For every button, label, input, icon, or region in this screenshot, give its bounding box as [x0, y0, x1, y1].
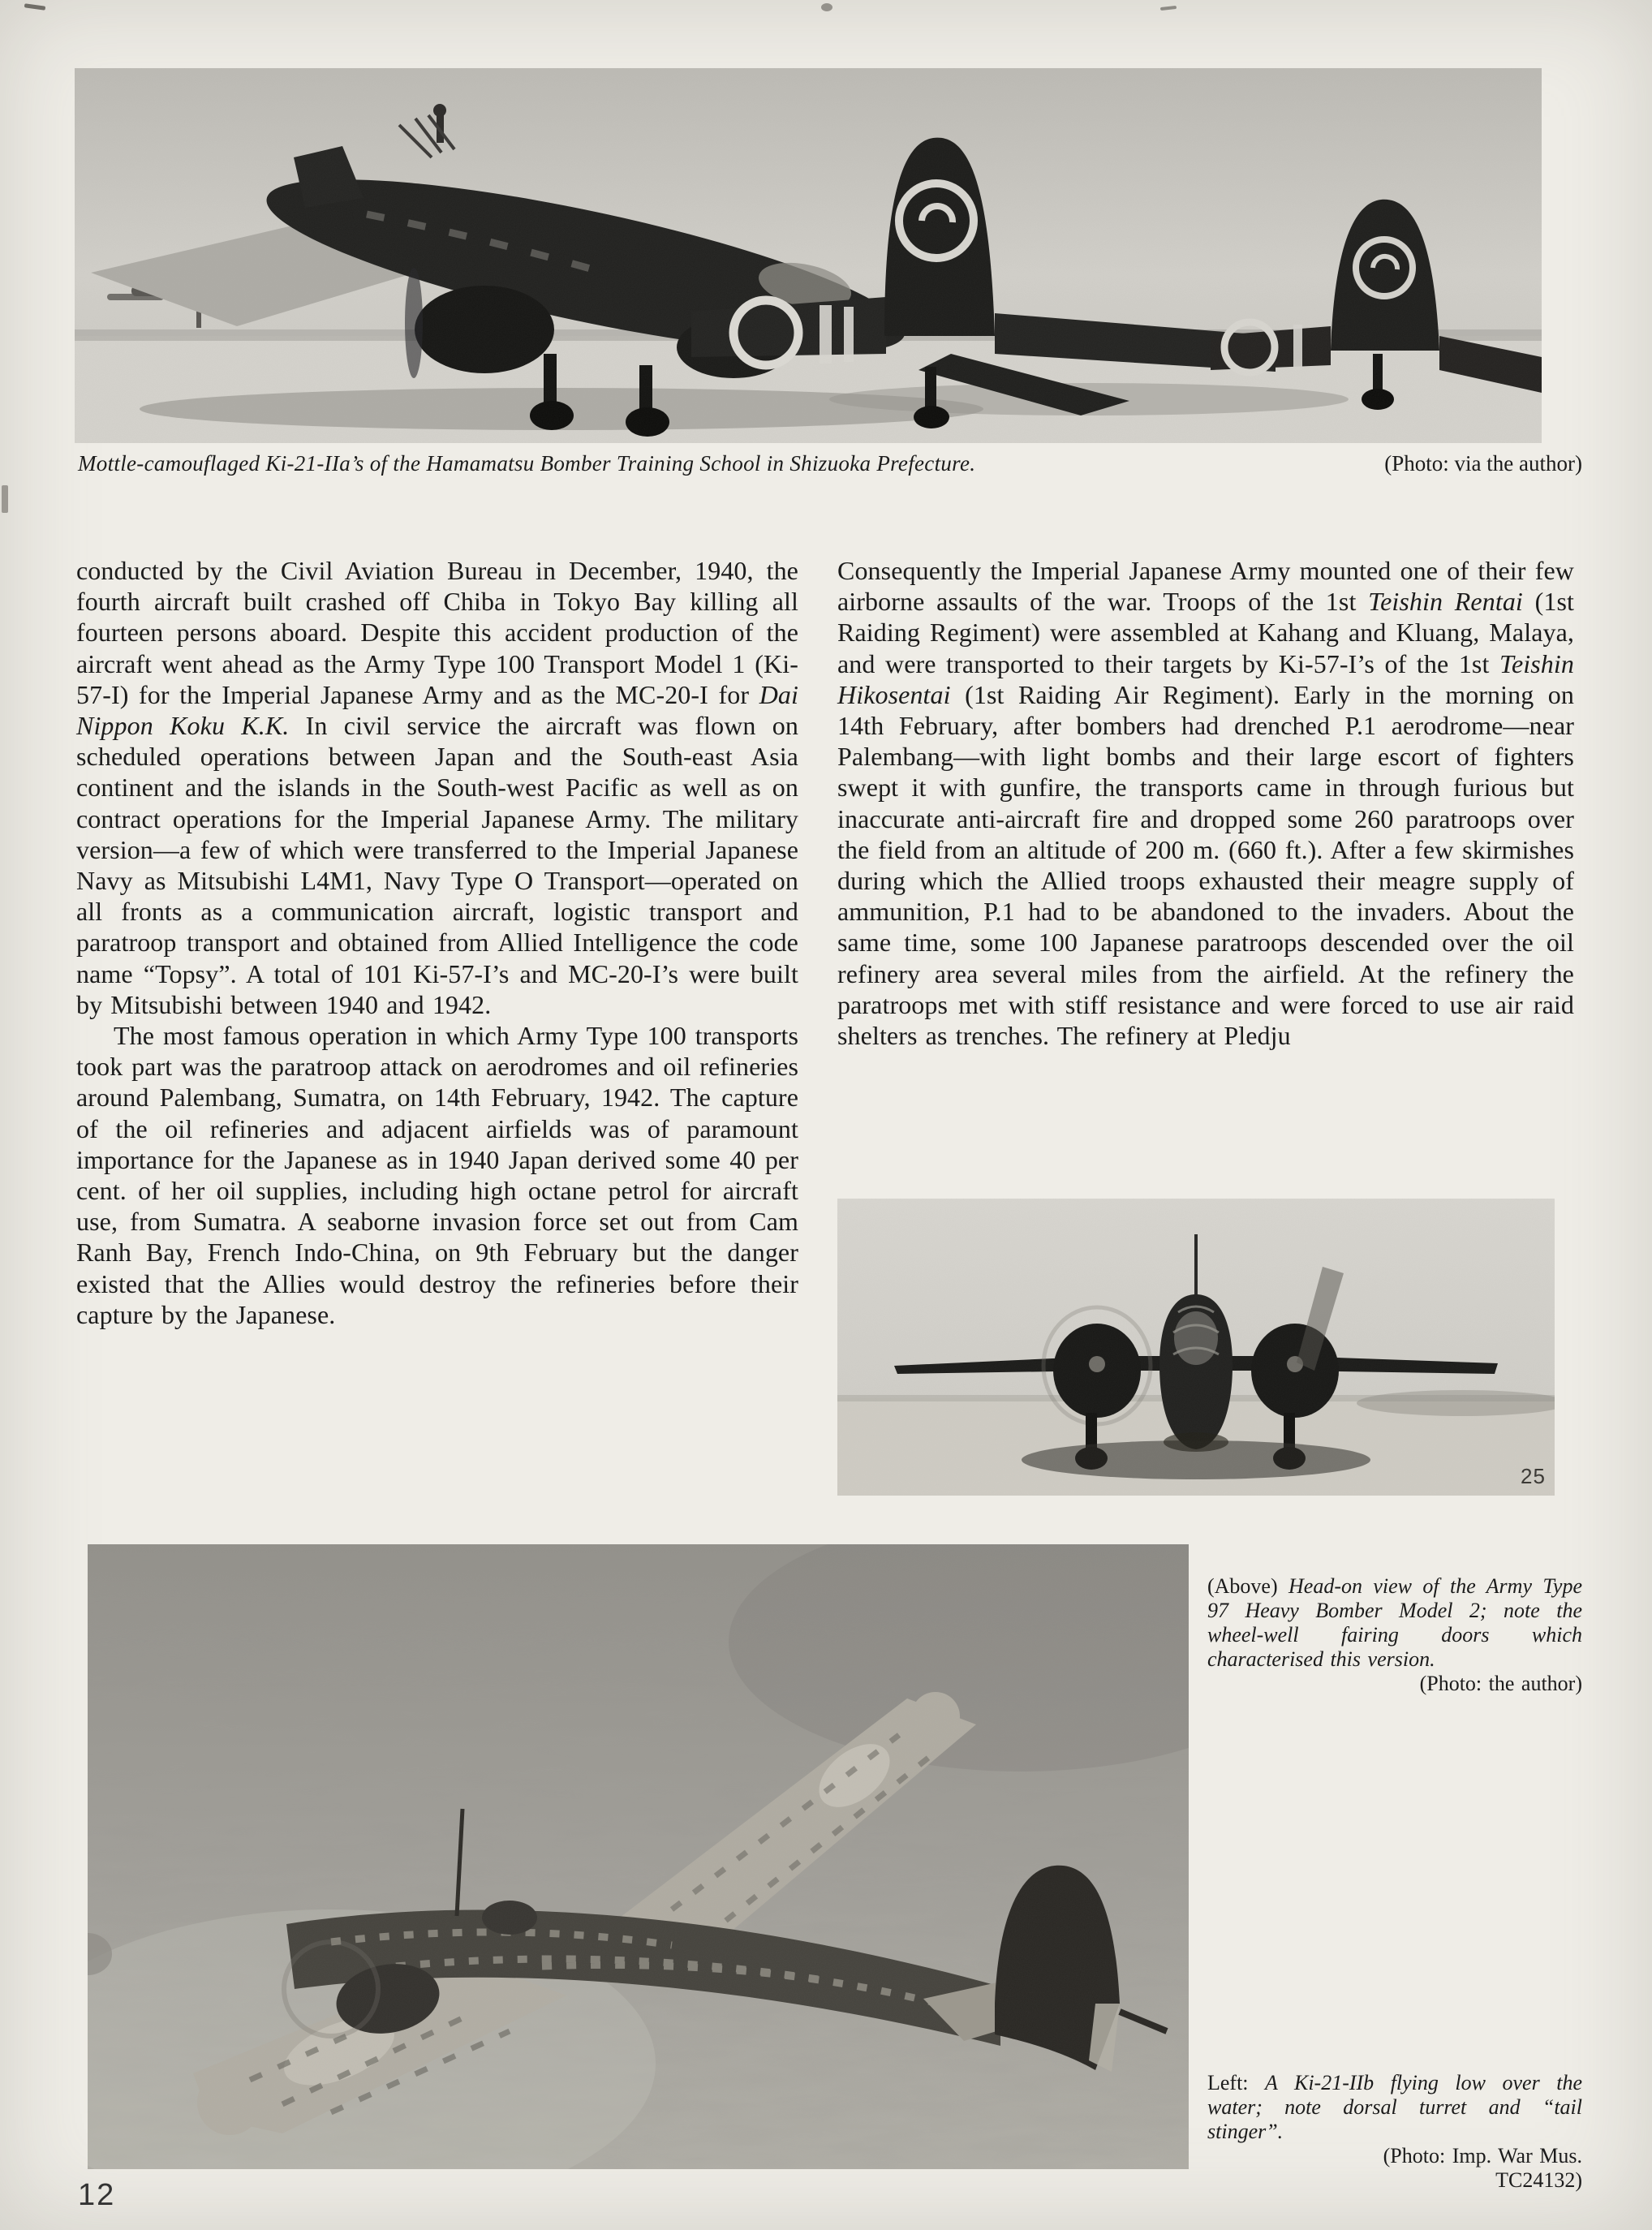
bottom-photo-credit-line1: (Photo: Imp. War Mus. — [1383, 2144, 1582, 2168]
scan-artifact — [2, 485, 8, 513]
middle-photo-head-on-bomber — [837, 1199, 1555, 1496]
scan-artifact — [24, 3, 45, 11]
caption-prefix: (Above) — [1207, 1574, 1289, 1598]
article-left-column — [76, 555, 798, 1330]
scan-artifact — [821, 3, 832, 11]
caption-prefix: Left: — [1207, 2071, 1266, 2094]
paragraph: Consequently the Imperial Japanese Army mounted one of their few airborne assaults of the war. Troops of the 1st Teishin Rentai (1st Raiding Regiment) were assembled at Kahang and Kluang, Malaya, and were transported to their targets by Ki-57-I’s of the 1st Teishin Hikosentai (1st Raiding Air Regiment). Early in the morning on 14th February, after bombers had drenched P.1 aerodrome—near Palembang—with light bombs and their large escort of fighters swept it with gunfire, the transports came in through furious but inaccurate anti-aircraft fire and dropped some 260 paratroops over the field from an altitude of 200 m. (660 ft.). After a few skirmishes during which the Allied troops exhausted their meagre supply of ammunition, P.1 had to be abandoned to the invaders. About the same time, some 100 Japanese paratroops descended over the oil refinery area several miles from the airfield. At the refinery the paratroops met with stiff resistance and were forced to use air raid shelters as trenches. The refinery at Pledju — [837, 556, 1574, 1051]
middle-photo-caption — [1207, 1574, 1582, 1696]
scan-artifact — [1160, 6, 1177, 11]
middle-photo-credit: (Photo: the author) — [1419, 1672, 1582, 1695]
caption-text: Head-on view of the Army Type 97 Heavy Bomber Model 2; note the wheel-well fairing doors which characterised this version. — [1207, 1574, 1582, 1671]
bottom-photo-credit-line2: TC24132) — [1495, 2168, 1582, 2192]
article-right-column — [837, 555, 1574, 1051]
caption-text: A Ki-21-IIb flying low over the water; note dorsal turret and “tail stinger”. — [1207, 2071, 1582, 2143]
paragraph: conducted by the Civil Aviation Bureau in December, 1940, the fourth aircraft built crashed off Chiba in Tokyo Bay killing all fourteen persons aboard. Despite this accident production of the aircraft went ahead as the Army Type 100 Transport Model 1 (Ki-57-I) for the Imperial Japanese Army and as the MC-20-I for Dai Nippon Koku K.K. In civil service the aircraft was flown on scheduled operations between Japan and the South-east Asia continent and the islands in the South-west Pacific as well as on contract operations for the Imperial Japanese Army. The military version—a few of which were transferred to the Imperial Japanese Navy as Mitsubishi L4M1, Navy Type O Transport—operated on all fronts as a communication aircraft, logistic transport and paratroop transport and obtained from Allied Intelligence the code name “Topsy”. A total of 101 Ki-57-I’s and MC-20-I’s were built by Mitsubishi between 1940 and 1942. — [76, 556, 798, 1019]
top-photo-credit: (Photo: via the author) — [1384, 451, 1582, 476]
bottom-photo-caption — [1207, 2071, 1582, 2193]
top-photo-caption-text: Mottle-camouflaged Ki-21-IIa’s of the Hamamatsu Bomber Training School in Shizuoka Prefecture. — [78, 451, 976, 476]
top-photo-caption — [78, 450, 1582, 477]
photo-frame-number: 25 — [1521, 1464, 1546, 1488]
paragraph: The most famous operation in which Army Type 100 transports took part was the paratroop attack on aerodromes and oil refineries around Palembang, Sumatra, on 14th February, 1942. The capture of the oil refineries and adjacent airfields was of paramount importance for the Japanese as in 1940 Japan derived some 40 per cent. of her oil supplies, including high octane petrol for aircraft use, from Sumatra. A seaborne invasion force set out from Cam Ranh Bay, French Indo-China, on 9th February but the danger existed that the Allies would destroy the refineries before their capture by the Japanese. — [76, 1021, 798, 1329]
page-number: 12 — [78, 2178, 116, 2212]
top-photo-parked-bombers — [75, 68, 1542, 443]
bottom-photo-bomber-over-water — [88, 1544, 1189, 2169]
